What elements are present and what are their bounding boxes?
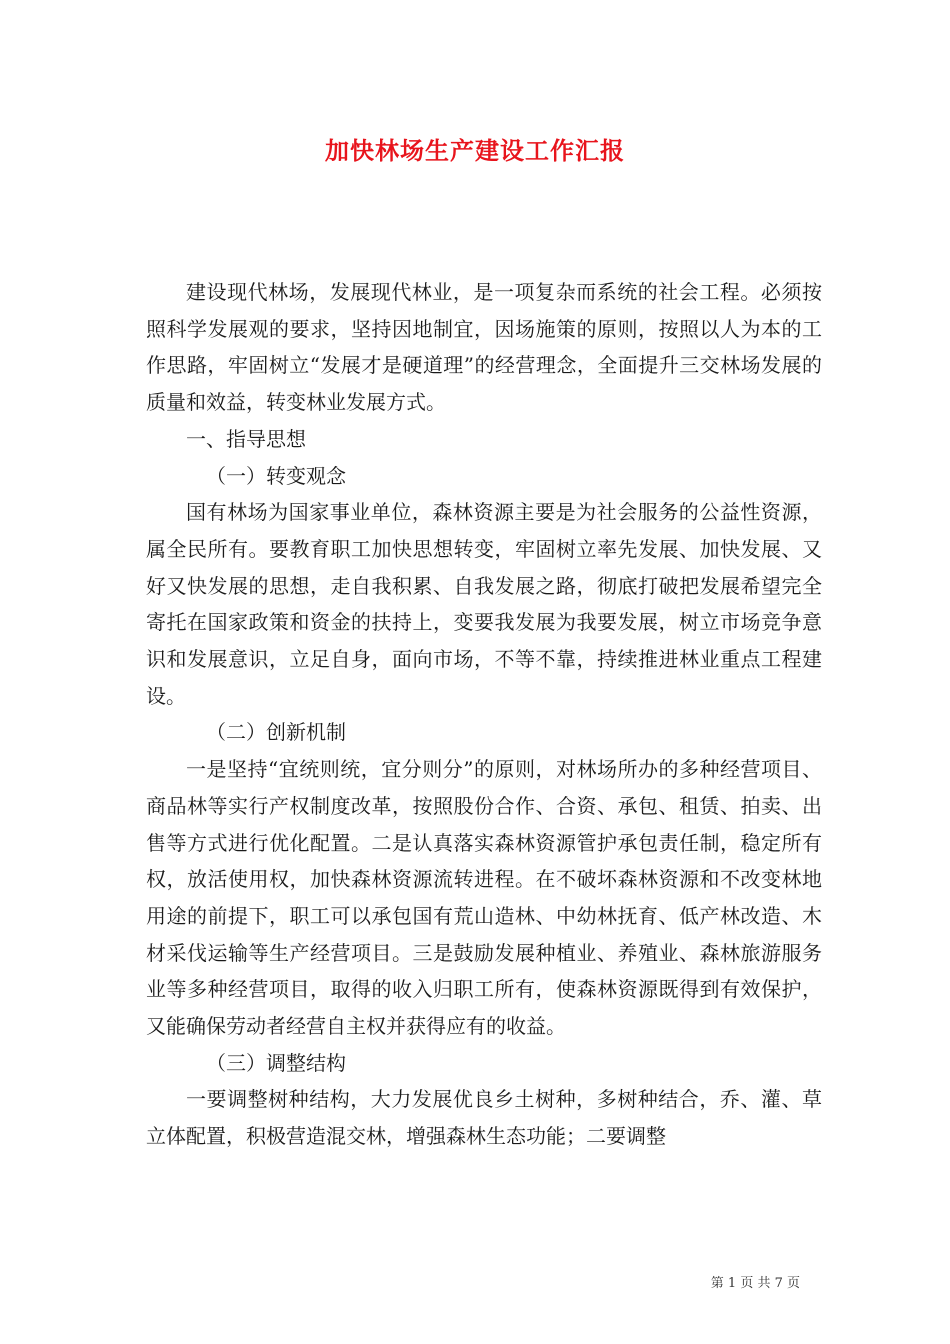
document-title: 加快林场生产建设工作汇报 [325,136,625,165]
paragraph-change-concepts: 国有林场为国家事业单位，森林资源主要是为社会服务的公益性资源，属全民所有。要教育职工加快思想转变，牢固树立率先发展、加快发展、又好又快发展的思想，走自我积累、自我发展之路，彻底打破把发展希望完全寄托在国家政策和资金的扶持上，变要我发展为我要发展，树立市场竞争意识和发展意识，立足自身，面向市场，不等不靠，持续推进林业重点工程建设。 [146,500,822,708]
paragraph-adjust-structure: 一要调整树种结构，大力发展优良乡土树种，多树种结合，乔、灌、草立体配置，积极营造混交林，增强森林生态功能；二要调整 [146,1087,822,1149]
paragraph-innovate-mechanism: 一是坚持“宜统则统，宜分则分”的原则，对林场所办的多种经营项目、商品林等实行产权制度改革，按照股份合作、合资、承包、租赁、拍卖、出售等方式进行优化配置。二是认真落实森林资源管护承包责任制，稳定所有权，放活使用权，加快森林资源流转进程。在不破坏森林资源和不改变林地用途的前提下，职工可以承包国有荒山造林、中幼林抚育、低产林改造、木材采伐运输等生产经营项目。三是鼓励发展种植业、养殖业、森林旅游服务业等多种经营项目，取得的收入归职工所有，使森林资源既得到有效保护，又能确保劳动者经营自主权并获得应有的收益。 [146,757,822,1039]
document-body [146,274,822,1155]
subsection-heading-innovate-mechanism: （二）创新机制 [206,720,346,745]
page-number: 第 1 页 共 7 页 [710,1276,800,1291]
subsection-heading-adjust-structure: （三）调整结构 [206,1050,346,1075]
section-heading-guiding-ideology: 一、指导思想 [186,426,306,451]
subsection-heading-change-concepts: （一）转变观念 [206,463,346,488]
intro-paragraph: 建设现代林场，发展现代林业，是一项复杂而系统的社会工程。必须按照科学发展观的要求，坚持因地制宜，因场施策的原则，按照以人为本的工作思路，牢固树立“发展才是硬道理”的经营理念，全面提升三交林场发展的质量和效益，转变林业发展方式。 [146,280,822,415]
